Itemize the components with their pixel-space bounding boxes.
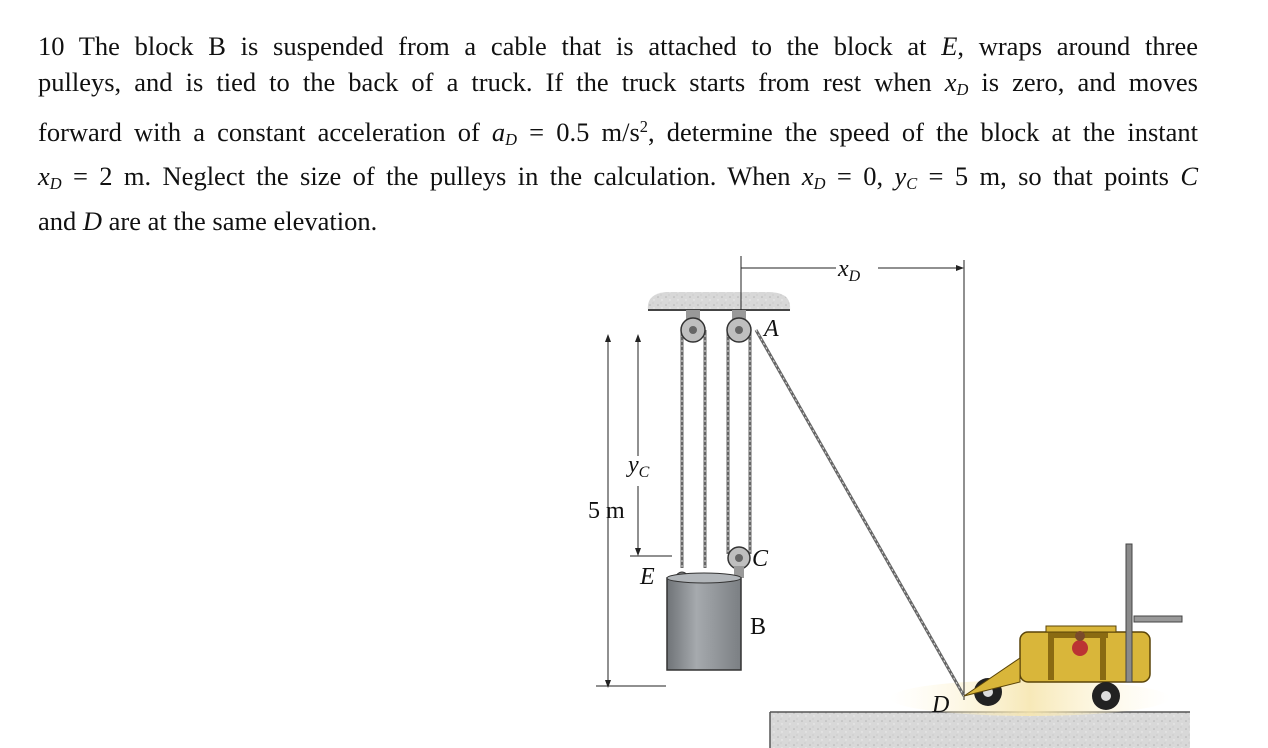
pulley-C [728, 547, 750, 578]
problem-number: 10 [38, 31, 65, 61]
problem-line-3: forward with a constant acceleration of $a_D = 0.5$ $m/s^2$, determine the speed of the block at the instant [38, 116, 1198, 149]
problem-line-2: pulleys, and is tied to the back of a truck. If the truck starts from rest when $x_D$ is zero, and moves [38, 67, 1198, 100]
ceiling-support [648, 292, 790, 310]
pulley-top-left [681, 310, 705, 342]
problem-line-4: $x_D = 2$ m. Neglect the size of the pulleys in the calculation. When $x_D = 0$, $y_C = 5$ m, so that points C [38, 161, 1198, 194]
pulley-truck-figure [560, 238, 1200, 748]
label-yC: $y_C$ [628, 452, 650, 481]
ground [770, 712, 1190, 748]
label-xD: $x_D$ [838, 256, 861, 285]
label-D: D [932, 692, 950, 718]
problem-line-1: 10 The block B is suspended from a cable that is attached to the block at E, wraps around three [38, 31, 1198, 61]
label-A: A [764, 316, 779, 342]
label-B: B [750, 614, 767, 640]
problem-statement [38, 28, 1198, 239]
pulley-A [727, 310, 751, 342]
label-E: E [640, 564, 655, 590]
label-5m: 5 m [588, 498, 625, 524]
block-B [667, 573, 741, 670]
label-C: C [752, 546, 769, 572]
problem-line-5: and D are at the same elevation. [38, 205, 378, 236]
